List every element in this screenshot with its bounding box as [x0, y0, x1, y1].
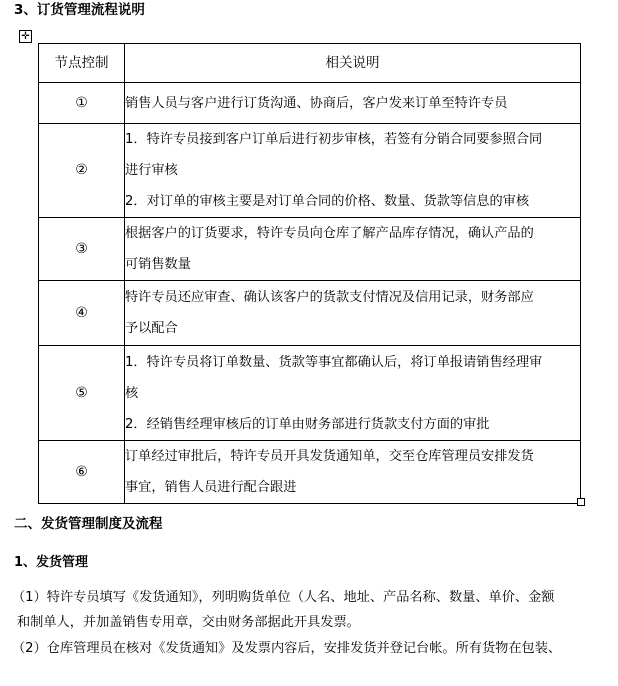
- description-cell: [125, 124, 581, 218]
- node-marker: ①: [39, 83, 125, 124]
- page-heading-section-two: 二、发货管理制度及流程: [14, 516, 163, 532]
- table-header-row: [39, 44, 581, 83]
- description-line: 根据客户的订货要求，特许专员向仓库了解产品库存情况，确认产品的: [125, 226, 534, 241]
- order-flow-table: [38, 43, 581, 504]
- node-marker: ②: [39, 124, 125, 218]
- table-row: [39, 346, 581, 441]
- description-cell: [125, 218, 581, 281]
- table-row: [39, 441, 581, 504]
- table-row: [39, 124, 581, 218]
- body-paragraph-1-continuation: 和制单人，并加盖销售专用章，交由财务部据此开具发票。: [17, 615, 360, 630]
- table-row: [39, 218, 581, 281]
- description-line: 销售人员与客户进行订货沟通、协商后，客户发来订单至特许专员: [125, 95, 508, 111]
- description-line: 1．特许专员接到客户订单后进行初步审核，若签有分销合同要参照合同: [125, 132, 543, 147]
- description-line: 进行审核: [125, 163, 178, 178]
- description-line: 1．特许专员将订单数量、货款等事宜都确认后，将订单报请销售经理审: [125, 354, 543, 370]
- page-heading-order-flow: 3、订货管理流程说明: [14, 2, 145, 18]
- description-cell: [125, 281, 581, 346]
- description-line: 特许专员还应审查、确认该客户的货款支付情况及信用记录，财务部应: [125, 290, 534, 305]
- table-row: [39, 83, 581, 124]
- column-header-node-control: 节点控制: [39, 44, 125, 83]
- description-line: 事宜，销售人员进行配合跟进: [125, 480, 297, 495]
- table-move-handle-icon[interactable]: ✛: [19, 30, 32, 43]
- description-cell: [125, 83, 581, 124]
- description-line: 订单经过审批后，特许专员开具发货通知单，交至仓库管理员安排发货: [125, 449, 534, 464]
- description-line: 核: [125, 385, 139, 401]
- node-marker: ⑥: [39, 441, 125, 504]
- table-row: [39, 281, 581, 346]
- body-paragraph-1: （1）特许专员填写《发货通知》，列明购货单位（人名、地址、产品名称、数量、单价、金额: [12, 590, 555, 605]
- description-cell: [125, 346, 581, 441]
- description-cell: [125, 441, 581, 504]
- description-line: 可销售数量: [125, 257, 191, 272]
- description-line: 予以配合: [125, 321, 178, 336]
- column-header-related-description: 相关说明: [125, 44, 581, 83]
- table-resize-handle-icon[interactable]: [577, 498, 585, 506]
- page-heading-delivery-management: 1、发货管理: [14, 555, 89, 570]
- body-paragraph-2: （2）仓库管理员在核对《发货通知》及发票内容后，安排发货并登记台帐。所有货物在包装、: [12, 641, 562, 656]
- node-marker: ④: [39, 281, 125, 346]
- node-marker: ③: [39, 218, 125, 281]
- description-line: 2．对订单的审核主要是对订单合同的价格、数量、货款等信息的审核: [125, 194, 530, 209]
- description-line: 2．经销售经理审核后的订单由财务部进行货款支付方面的审批: [125, 416, 490, 432]
- node-marker: ⑤: [39, 346, 125, 441]
